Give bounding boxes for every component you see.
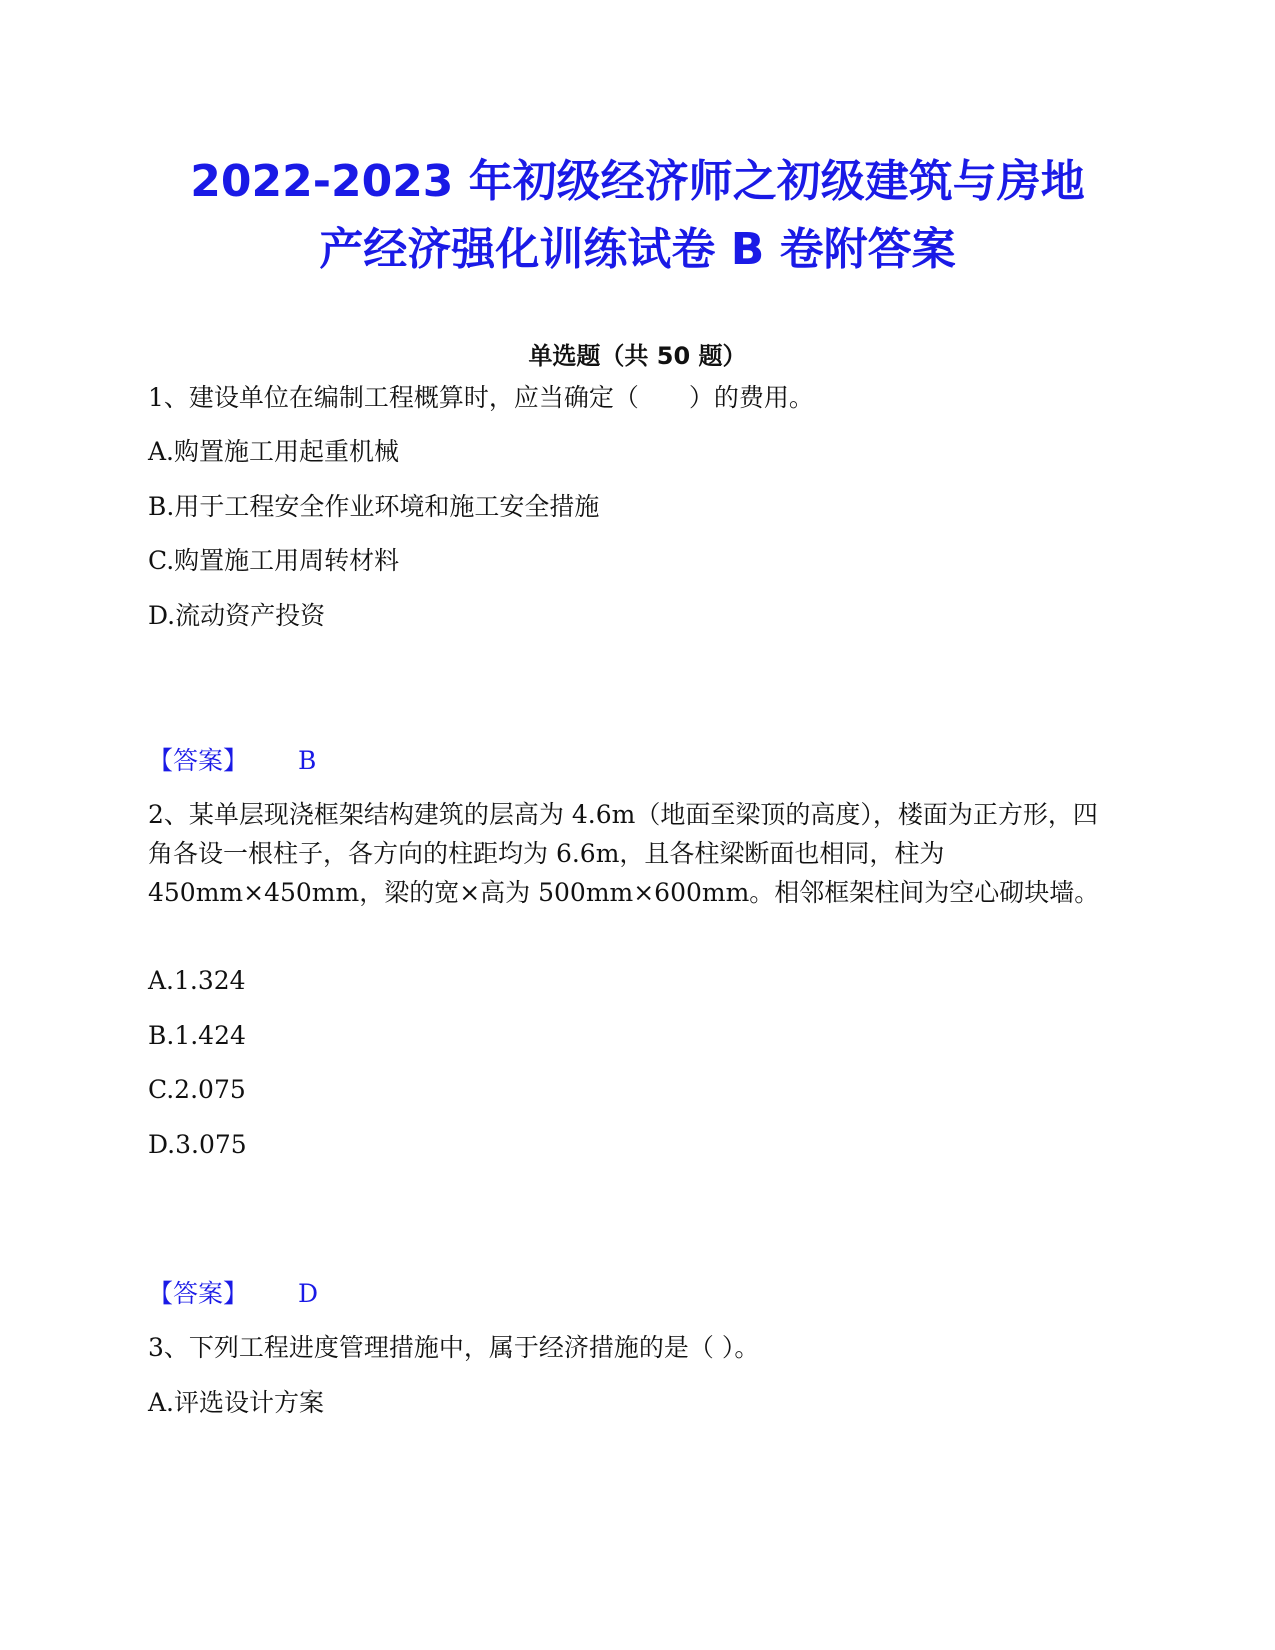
title-line-1: 2022-2023 年初级经济师之初级建筑与房地 [190, 156, 1085, 207]
section-heading: 单选题（共 50 题） [528, 342, 747, 370]
question-1-option-d: D.流动资产投资 [148, 601, 326, 630]
title-line-2: 产经济强化训练试卷 B 卷附答案 [319, 224, 956, 275]
question-1-option-b: B.用于工程安全作业环境和施工安全措施 [148, 492, 600, 521]
answer-label: 【答案】 [148, 746, 249, 775]
question-2-answer [148, 1274, 318, 1310]
question-2-option-c: C.2.075 [148, 1075, 246, 1104]
answer-letter: D [298, 1279, 319, 1308]
document-title [100, 148, 1175, 284]
question-2-option-a: A.1.324 [148, 966, 246, 995]
question-3-text: 3、下列工程进度管理措施中，属于经济措施的是（ ）。 [148, 1333, 760, 1362]
question-2-text: 2、某单层现浇框架结构建筑的层高为 4.6m（地面至梁顶的高度），楼面为正方形，四角各设一根柱子，各方向的柱距均为 6.6m，且各柱梁断面也相同，柱为 450mm×450mm，梁的宽×高为 500mm×600mm。相邻框架柱间为空心砌块墙。 [148, 800, 1100, 907]
question-1-option-c: C.购置施工用周转材料 [148, 546, 400, 575]
question-1-answer [148, 741, 316, 777]
question-1-option-a: A.购置施工用起重机械 [148, 437, 400, 466]
question-2-option-b: B.1.424 [148, 1021, 246, 1050]
answer-letter: B [298, 746, 317, 775]
question-1-text: 1、建设单位在编制工程概算时，应当确定（ ）的费用。 [148, 383, 814, 412]
question-3-option-a: A.评选设计方案 [148, 1388, 325, 1417]
answer-label: 【答案】 [148, 1279, 249, 1308]
question-2-option-d: D.3.075 [148, 1130, 247, 1159]
